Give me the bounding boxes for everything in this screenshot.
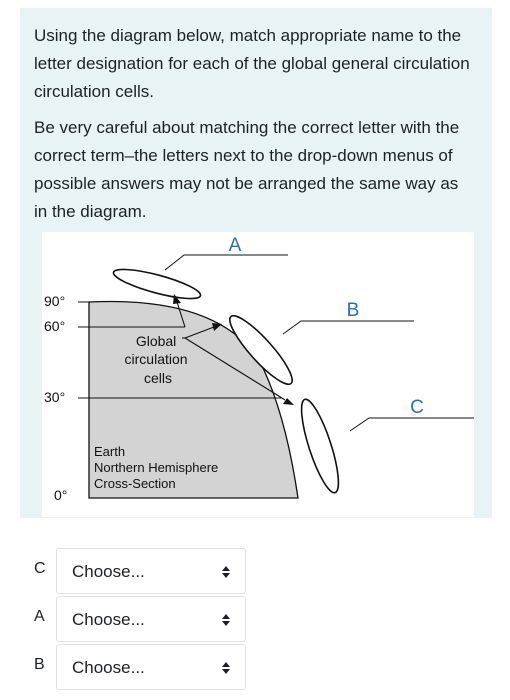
circulation-cell-hadley <box>294 396 345 496</box>
global-circulation-label: Global circulation cells <box>124 333 188 386</box>
up-down-arrows-icon <box>221 661 231 675</box>
select-value: Choose... <box>72 610 145 629</box>
latitude-label-30: 30° <box>44 389 66 405</box>
answer-letter: A <box>34 608 45 625</box>
question-paragraph-2: Be very careful about matching the correct letter with the correct term–the letters next to the drop-down menus of possible answers may not be arranged the same way as in the diagram. <box>34 118 460 221</box>
earth-label: Earth Northern Hemisphere Cross-Section <box>94 444 219 491</box>
leader-line-b <box>283 321 414 334</box>
answer-select-b[interactable] <box>56 644 246 690</box>
latitude-label-60: 60° <box>44 318 66 334</box>
answer-row-a <box>0 596 510 642</box>
up-down-arrows-icon <box>221 613 231 627</box>
answer-letter: C <box>34 560 46 577</box>
select-value: Choose... <box>72 562 145 581</box>
circulation-cell-polar <box>111 264 203 305</box>
leader-line-c <box>350 418 474 431</box>
answer-select-c[interactable] <box>56 548 246 594</box>
answer-select-a[interactable] <box>56 596 246 642</box>
answer-row-c <box>0 548 510 594</box>
latitude-label-90: 90° <box>44 293 66 309</box>
latitude-label-0: 0° <box>54 487 68 503</box>
question-paragraph-1: Using the diagram below, match appropriate name to the letter designation for each of the global general circulation circulation cells. <box>34 26 470 101</box>
answer-letter: B <box>34 656 45 673</box>
select-value: Choose... <box>72 658 145 677</box>
diagram-label-b: B <box>346 300 360 321</box>
circulation-diagram <box>42 232 474 517</box>
diagram-label-a: A <box>228 235 242 256</box>
up-down-arrows-icon <box>221 565 231 579</box>
leader-line-a <box>165 255 288 270</box>
answer-row-b <box>0 644 510 690</box>
diagram-label-c: C <box>410 397 424 418</box>
